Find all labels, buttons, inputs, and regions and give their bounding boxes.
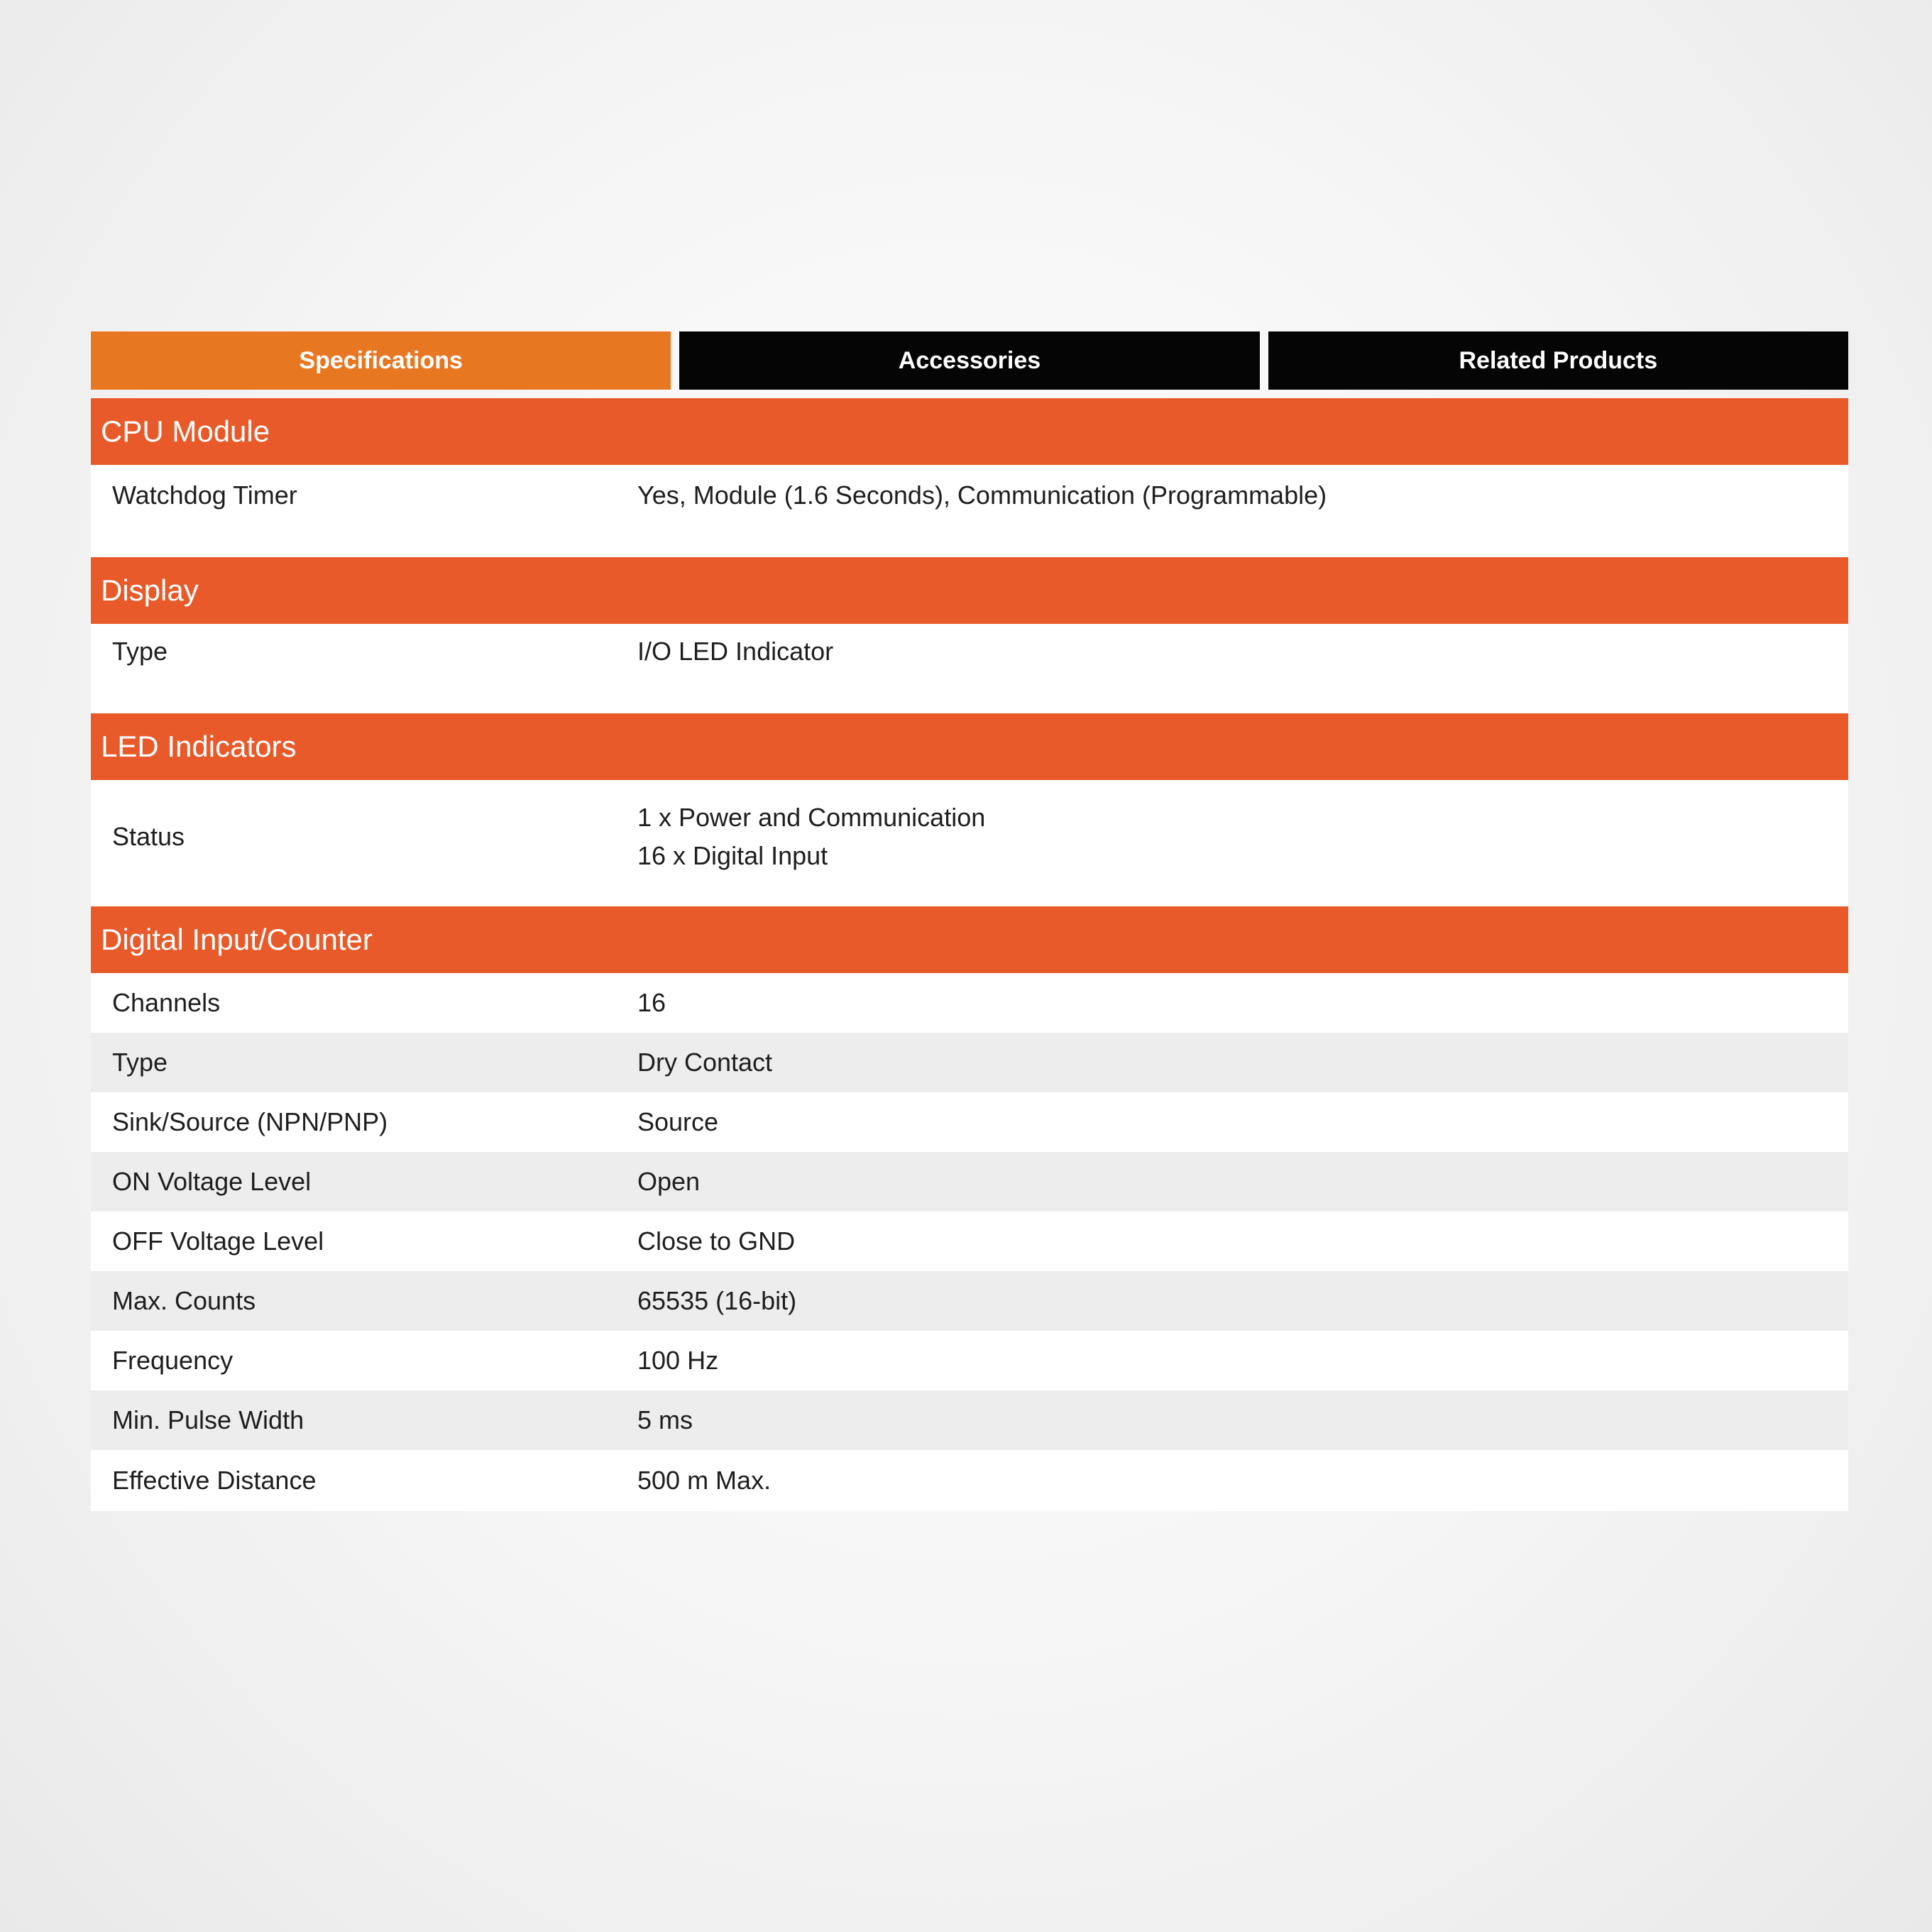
section-led-indicators <box>91 713 1848 906</box>
spec-value: 100 Hz <box>637 1346 719 1375</box>
tab-related-products[interactable]: Related Products <box>1268 331 1848 390</box>
spec-label: Sink/Source (NPN/PNP) <box>112 1107 388 1136</box>
spec-value: Close to GND <box>637 1226 796 1256</box>
spec-value-line: 1 x Power and Communication <box>637 803 986 832</box>
spec-value <box>637 481 1848 510</box>
spec-label: Type <box>112 637 168 666</box>
spec-sections <box>91 398 1848 1511</box>
section-display <box>91 557 1848 713</box>
section-title: Digital Input/Counter <box>91 906 1848 973</box>
spec-label: Max. Counts <box>112 1286 256 1315</box>
spec-row <box>91 780 1848 906</box>
spec-value: 16 <box>637 988 666 1017</box>
spec-row <box>91 465 1848 557</box>
spec-value: 65535 (16-bit) <box>637 1286 797 1315</box>
section-title: LED Indicators <box>91 713 1848 780</box>
spec-value: 5 ms <box>637 1405 693 1434</box>
spec-value: Dry Contact <box>637 1048 773 1077</box>
spec-row <box>91 1212 1848 1271</box>
spec-value <box>637 637 1848 666</box>
spec-row <box>91 1390 1848 1450</box>
spec-label: Status <box>112 822 185 851</box>
section-title: Display <box>91 557 1848 624</box>
spec-row <box>91 1450 1848 1511</box>
spec-label: OFF Voltage Level <box>112 1226 324 1256</box>
spec-row <box>91 1331 1848 1390</box>
spec-value: Open <box>637 1167 701 1196</box>
spec-panel <box>91 331 1848 1511</box>
spec-value-line: Yes, Module (1.6 Seconds), Communication (Programmable) <box>637 481 1327 510</box>
spec-label: Frequency <box>112 1346 234 1375</box>
spec-value-line: 16 x Digital Input <box>637 841 828 870</box>
spec-row <box>91 973 1848 1033</box>
tab-accessories[interactable]: Accessories <box>679 331 1259 390</box>
spec-row <box>91 1033 1848 1092</box>
spec-row <box>91 1092 1848 1152</box>
spec-label: Channels <box>112 988 221 1017</box>
spec-label: Watchdog Timer <box>112 481 297 510</box>
spec-label: Min. Pulse Width <box>112 1405 304 1434</box>
spec-row <box>91 1271 1848 1331</box>
tab-bar <box>91 331 1848 390</box>
spec-label: Effective Distance <box>112 1466 317 1495</box>
spec-label: Type <box>112 1048 168 1077</box>
spec-row <box>91 624 1848 713</box>
spec-value: 500 m Max. <box>637 1466 772 1495</box>
spec-value-line: I/O LED Indicator <box>637 637 834 666</box>
spec-value <box>637 798 1848 875</box>
spec-row <box>91 1152 1848 1212</box>
spec-label: ON Voltage Level <box>112 1167 312 1196</box>
section-cpu-module <box>91 398 1848 557</box>
tab-specifications[interactable]: Specifications <box>91 331 671 390</box>
spec-value: Source <box>637 1107 719 1136</box>
section-title: CPU Module <box>91 398 1848 465</box>
section-digital-input-counter <box>91 906 1848 1511</box>
